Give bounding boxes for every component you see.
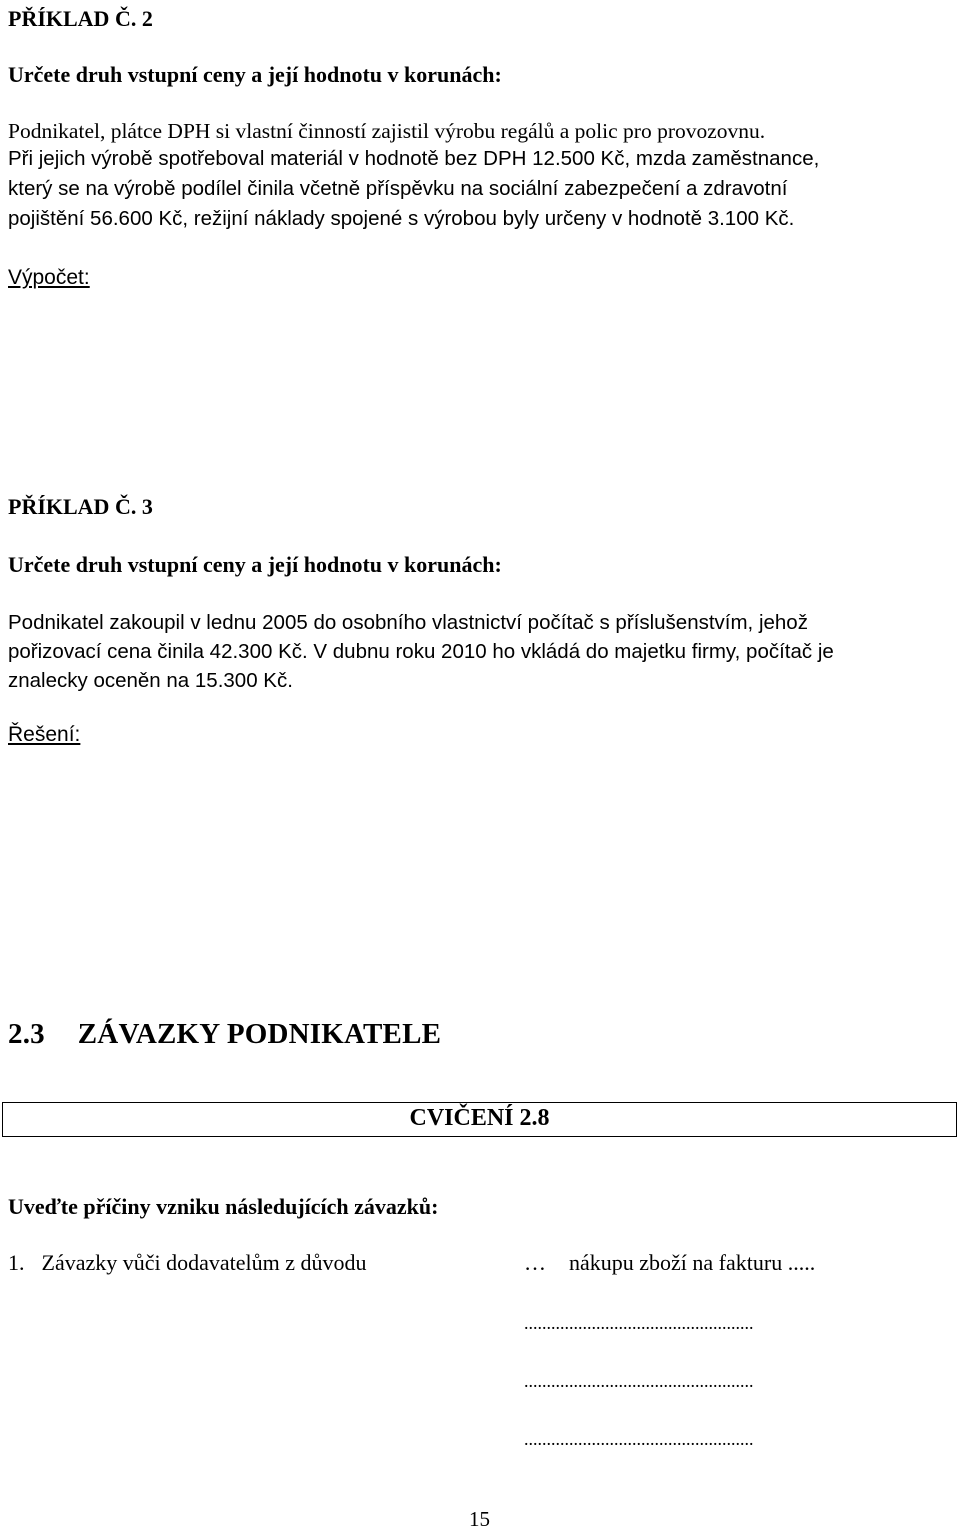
exercise-answer-line-1 (524, 1250, 815, 1276)
example-3-task: Určete druh vstupní ceny a její hodnotu v korunách: (8, 552, 502, 577)
answer-blank-line-3: ................................................... (524, 1429, 754, 1449)
example-2-line-1: Podnikatel, plátce DPH si vlastní činností zajistil výrobu regálů a polic pro provozovnu. (8, 119, 766, 143)
example-3-line-2: pořizovací cena činila 42.300 Kč. V dubnu roku 2010 ho vkládá do majetku firmy, počítač je (8, 640, 834, 663)
answer-text: nákupu zboží na fakturu ..... (569, 1250, 816, 1275)
section-title: ZÁVAZKY PODNIKATELE (77, 1018, 442, 1050)
exercise-box-title: CVIČENÍ 2.8 (409, 1105, 550, 1131)
item-label: Závazky vůči dodavatelům z důvodu (41, 1250, 367, 1275)
item-number: 1. (8, 1250, 25, 1275)
example-3-line-1: Podnikatel zakoupil v lednu 2005 do osobního vlastnictví počítač s příslušenstvím, jehož (8, 611, 808, 634)
solution-label: Řešení: (8, 723, 81, 746)
example-2-line-2: Při jejich výrobě spotřeboval materiál v hodnotě bez DPH 12.500 Kč, mzda zaměstnance, (8, 147, 820, 170)
exercise-task: Uveďte příčiny vzniku následujících závazků: (8, 1194, 439, 1219)
answer-blank-line-2: ................................................... (524, 1371, 754, 1391)
exercise-item-1 (8, 1250, 367, 1276)
example-3-line-3: znalecky oceněn na 15.300 Kč. (8, 669, 293, 692)
page-number: 15 (469, 1507, 490, 1531)
answer-ellipsis: … (524, 1250, 546, 1275)
example-3-heading: PŘÍKLAD Č. 3 (8, 494, 153, 519)
example-2-heading: PŘÍKLAD Č. 2 (8, 6, 153, 31)
section-heading (8, 1018, 441, 1051)
calculation-label: Výpočet: (8, 266, 90, 289)
example-2-line-4: pojištění 56.600 Kč, režijní náklady spojené s výrobou byly určeny v hodnotě 3.100 Kč. (8, 207, 795, 230)
section-number: 2.3 (8, 1018, 45, 1050)
example-2-line-3: který se na výrobě podílel činila včetně příspěvku na sociální zabezpečení a zdravotní (8, 177, 788, 200)
answer-blank-line-1: ................................................... (524, 1313, 754, 1333)
example-2-task: Určete druh vstupní ceny a její hodnotu v korunách: (8, 62, 502, 87)
exercise-box (2, 1102, 957, 1137)
